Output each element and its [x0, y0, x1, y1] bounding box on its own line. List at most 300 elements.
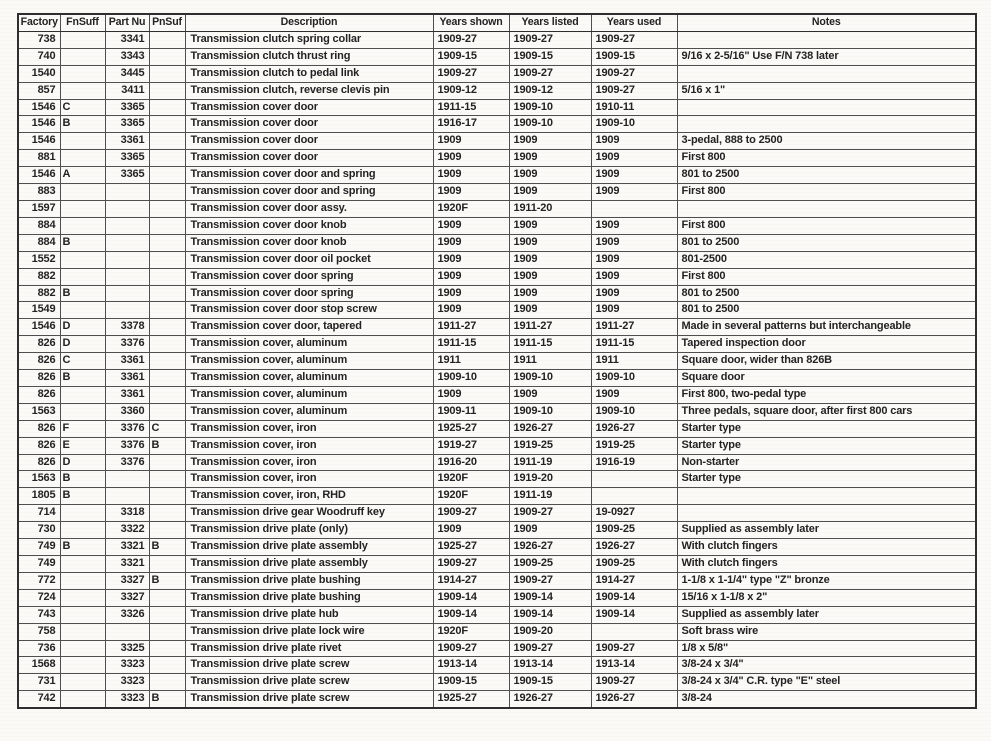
cell-notes: Three pedals, square door, after first 800 cars: [677, 403, 976, 420]
cell-years_shown: 1920F: [433, 200, 509, 217]
cell-factory: 826: [18, 437, 60, 454]
cell-fnsuff: [60, 82, 105, 99]
cell-years_used: 1909: [591, 251, 677, 268]
cell-pnsuf: [149, 505, 185, 522]
cell-pnsuf: B: [149, 437, 185, 454]
cell-notes: [677, 505, 976, 522]
cell-part_nu: 3361: [105, 386, 149, 403]
cell-years_listed: 1909-10: [509, 403, 591, 420]
cell-part_nu: 3365: [105, 167, 149, 184]
col-header-description: Description: [185, 14, 433, 31]
cell-years_shown: 1911-15: [433, 336, 509, 353]
cell-years_shown: 1909-27: [433, 65, 509, 82]
cell-years_listed: 1911-15: [509, 336, 591, 353]
cell-pnsuf: [149, 82, 185, 99]
cell-years_used: 1909-27: [591, 674, 677, 691]
transmission-parts-table: [17, 13, 977, 709]
cell-fnsuff: [60, 386, 105, 403]
cell-description: Transmission cover door oil pocket: [185, 251, 433, 268]
cell-pnsuf: [149, 234, 185, 251]
cell-fnsuff: [60, 200, 105, 217]
col-header-notes: Notes: [677, 14, 976, 31]
cell-description: Transmission drive plate screw: [185, 691, 433, 708]
cell-notes: [677, 65, 976, 82]
cell-part_nu: [105, 488, 149, 505]
cell-factory: 1540: [18, 65, 60, 82]
cell-years_shown: 1913-14: [433, 657, 509, 674]
table-row: [18, 217, 976, 234]
cell-years_shown: 1911: [433, 353, 509, 370]
cell-pnsuf: [149, 488, 185, 505]
table-row: [18, 133, 976, 150]
cell-factory: 749: [18, 539, 60, 556]
cell-years_used: [591, 488, 677, 505]
cell-factory: 826: [18, 420, 60, 437]
cell-years_used: 1909-15: [591, 48, 677, 65]
cell-years_used: 1909-10: [591, 403, 677, 420]
cell-years_shown: 1909-14: [433, 606, 509, 623]
cell-years_used: 1909-27: [591, 31, 677, 48]
cell-description: Transmission drive plate rivet: [185, 640, 433, 657]
cell-years_used: 1909-25: [591, 556, 677, 573]
cell-fnsuff: [60, 150, 105, 167]
cell-pnsuf: B: [149, 539, 185, 556]
cell-description: Transmission cover door and spring: [185, 184, 433, 201]
cell-part_nu: 3376: [105, 454, 149, 471]
cell-pnsuf: [149, 454, 185, 471]
cell-years_listed: 1909: [509, 302, 591, 319]
cell-part_nu: [105, 200, 149, 217]
cell-years_used: 1909-27: [591, 65, 677, 82]
cell-years_listed: 1911: [509, 353, 591, 370]
cell-notes: 801 to 2500: [677, 302, 976, 319]
cell-fnsuff: [60, 31, 105, 48]
table-row: [18, 522, 976, 539]
cell-description: Transmission cover door assy.: [185, 200, 433, 217]
cell-years_shown: 1909: [433, 184, 509, 201]
cell-pnsuf: [149, 65, 185, 82]
cell-years_used: 1909: [591, 184, 677, 201]
cell-years_listed: 1909-27: [509, 572, 591, 589]
cell-notes: 801 to 2500: [677, 167, 976, 184]
cell-years_listed: 1909: [509, 386, 591, 403]
cell-notes: Tapered inspection door: [677, 336, 976, 353]
cell-part_nu: [105, 217, 149, 234]
cell-notes: [677, 99, 976, 116]
cell-part_nu: 3365: [105, 116, 149, 133]
cell-part_nu: 3323: [105, 674, 149, 691]
cell-years_shown: 1909: [433, 150, 509, 167]
cell-fnsuff: B: [60, 116, 105, 133]
table-row: [18, 454, 976, 471]
cell-years_used: 19-0927: [591, 505, 677, 522]
cell-factory: 724: [18, 589, 60, 606]
cell-notes: With clutch fingers: [677, 556, 976, 573]
table-row: [18, 150, 976, 167]
cell-pnsuf: [149, 471, 185, 488]
cell-years_shown: 1920F: [433, 471, 509, 488]
cell-description: Transmission cover door knob: [185, 234, 433, 251]
cell-fnsuff: B: [60, 370, 105, 387]
cell-factory: 730: [18, 522, 60, 539]
cell-description: Transmission drive plate (only): [185, 522, 433, 539]
cell-years_listed: 1909-25: [509, 556, 591, 573]
cell-notes: Square door, wider than 826B: [677, 353, 976, 370]
cell-years_shown: 1909: [433, 386, 509, 403]
cell-fnsuff: B: [60, 539, 105, 556]
cell-fnsuff: C: [60, 353, 105, 370]
cell-years_shown: 1920F: [433, 488, 509, 505]
cell-notes: Starter type: [677, 471, 976, 488]
cell-years_used: 1909: [591, 302, 677, 319]
cell-years_shown: 1925-27: [433, 691, 509, 708]
cell-description: Transmission cover door: [185, 150, 433, 167]
table-row: [18, 200, 976, 217]
cell-part_nu: 3361: [105, 370, 149, 387]
cell-years_shown: 1909: [433, 251, 509, 268]
cell-years_shown: 1909: [433, 133, 509, 150]
cell-part_nu: 3365: [105, 99, 149, 116]
cell-fnsuff: [60, 403, 105, 420]
cell-pnsuf: B: [149, 572, 185, 589]
header-row: [18, 14, 976, 31]
table-row: [18, 674, 976, 691]
table-row: [18, 285, 976, 302]
cell-fnsuff: C: [60, 99, 105, 116]
cell-part_nu: 3322: [105, 522, 149, 539]
cell-years_used: 1909: [591, 133, 677, 150]
cell-years_shown: 1916-20: [433, 454, 509, 471]
cell-years_listed: 1909-10: [509, 116, 591, 133]
cell-description: Transmission cover, iron, RHD: [185, 488, 433, 505]
cell-fnsuff: D: [60, 336, 105, 353]
cell-description: Transmission cover, iron: [185, 471, 433, 488]
col-header-fnsuff: FnSuff: [60, 14, 105, 31]
cell-factory: 884: [18, 217, 60, 234]
cell-years_shown: 1909-11: [433, 403, 509, 420]
cell-years_used: 1909-14: [591, 606, 677, 623]
cell-part_nu: 3321: [105, 539, 149, 556]
cell-factory: 1546: [18, 319, 60, 336]
cell-fnsuff: E: [60, 437, 105, 454]
cell-factory: 1546: [18, 116, 60, 133]
cell-part_nu: 3445: [105, 65, 149, 82]
table-row: [18, 471, 976, 488]
cell-factory: 772: [18, 572, 60, 589]
cell-notes: 3/8-24: [677, 691, 976, 708]
cell-notes: Non-starter: [677, 454, 976, 471]
cell-years_shown: 1925-27: [433, 539, 509, 556]
cell-factory: 743: [18, 606, 60, 623]
cell-years_used: 1916-19: [591, 454, 677, 471]
cell-description: Transmission drive plate screw: [185, 674, 433, 691]
cell-notes: 3/8-24 x 3/4": [677, 657, 976, 674]
table-row: [18, 505, 976, 522]
cell-description: Transmission cover door: [185, 116, 433, 133]
cell-years_used: 1911: [591, 353, 677, 370]
cell-description: Transmission drive plate assembly: [185, 556, 433, 573]
cell-years_shown: 1920F: [433, 623, 509, 640]
cell-pnsuf: [149, 370, 185, 387]
cell-pnsuf: [149, 606, 185, 623]
cell-fnsuff: [60, 657, 105, 674]
cell-years_listed: 1911-19: [509, 488, 591, 505]
cell-notes: [677, 488, 976, 505]
cell-fnsuff: A: [60, 167, 105, 184]
cell-years_used: 1909: [591, 386, 677, 403]
col-header-part-nu: Part Nu: [105, 14, 149, 31]
cell-years_listed: 1926-27: [509, 420, 591, 437]
cell-notes: 9/16 x 2-5/16" Use F/N 738 later: [677, 48, 976, 65]
table-row: [18, 420, 976, 437]
cell-factory: 882: [18, 268, 60, 285]
cell-notes: First 800: [677, 268, 976, 285]
cell-years_listed: 1909-27: [509, 640, 591, 657]
cell-factory: 1549: [18, 302, 60, 319]
cell-years_listed: 1909-14: [509, 589, 591, 606]
table-row: [18, 353, 976, 370]
table-row: [18, 184, 976, 201]
cell-years_listed: 1909: [509, 285, 591, 302]
cell-fnsuff: [60, 133, 105, 150]
cell-fnsuff: [60, 589, 105, 606]
cell-notes: 801 to 2500: [677, 234, 976, 251]
cell-description: Transmission drive plate lock wire: [185, 623, 433, 640]
cell-pnsuf: [149, 48, 185, 65]
cell-years_listed: 1909: [509, 167, 591, 184]
cell-years_used: 1910-11: [591, 99, 677, 116]
cell-years_shown: 1914-27: [433, 572, 509, 589]
cell-description: Transmission drive plate bushing: [185, 589, 433, 606]
cell-factory: 1546: [18, 133, 60, 150]
cell-notes: First 800: [677, 184, 976, 201]
cell-description: Transmission clutch thrust ring: [185, 48, 433, 65]
cell-part_nu: [105, 234, 149, 251]
cell-years_shown: 1919-27: [433, 437, 509, 454]
cell-pnsuf: [149, 319, 185, 336]
table-row: [18, 437, 976, 454]
cell-years_listed: 1909: [509, 217, 591, 234]
cell-years_shown: 1909: [433, 522, 509, 539]
cell-pnsuf: [149, 674, 185, 691]
table-row: [18, 539, 976, 556]
cell-notes: [677, 31, 976, 48]
cell-notes: First 800, two-pedal type: [677, 386, 976, 403]
cell-years_used: 1909: [591, 217, 677, 234]
cell-part_nu: [105, 184, 149, 201]
cell-description: Transmission cover door knob: [185, 217, 433, 234]
cell-years_used: 1909: [591, 234, 677, 251]
table-row: [18, 589, 976, 606]
table-row: [18, 657, 976, 674]
cell-factory: 857: [18, 82, 60, 99]
cell-years_listed: 1911-19: [509, 454, 591, 471]
cell-pnsuf: B: [149, 691, 185, 708]
cell-years_used: 1909-27: [591, 640, 677, 657]
cell-pnsuf: [149, 403, 185, 420]
cell-years_used: 1909-10: [591, 370, 677, 387]
cell-years_listed: 1926-27: [509, 691, 591, 708]
cell-fnsuff: [60, 184, 105, 201]
cell-years_listed: 1909-20: [509, 623, 591, 640]
cell-factory: 826: [18, 353, 60, 370]
cell-years_shown: 1909-10: [433, 370, 509, 387]
cell-years_used: 1909-27: [591, 82, 677, 99]
cell-part_nu: 3361: [105, 353, 149, 370]
cell-notes: 3-pedal, 888 to 2500: [677, 133, 976, 150]
cell-notes: 801 to 2500: [677, 285, 976, 302]
cell-description: Transmission cover, iron: [185, 420, 433, 437]
cell-description: Transmission cover, aluminum: [185, 386, 433, 403]
cell-part_nu: [105, 302, 149, 319]
cell-description: Transmission cover door: [185, 99, 433, 116]
cell-years_shown: 1909-27: [433, 640, 509, 657]
cell-notes: Starter type: [677, 420, 976, 437]
cell-years_used: 1911-15: [591, 336, 677, 353]
cell-years_used: 1926-27: [591, 539, 677, 556]
cell-notes: Square door: [677, 370, 976, 387]
cell-notes: 1-1/8 x 1-1/4" type "Z" bronze: [677, 572, 976, 589]
cell-years_shown: 1909-27: [433, 556, 509, 573]
cell-years_shown: 1909: [433, 167, 509, 184]
cell-factory: 1568: [18, 657, 60, 674]
cell-pnsuf: [149, 336, 185, 353]
cell-factory: 1552: [18, 251, 60, 268]
cell-fnsuff: [60, 48, 105, 65]
cell-part_nu: 3376: [105, 336, 149, 353]
table-row: [18, 167, 976, 184]
cell-fnsuff: [60, 505, 105, 522]
cell-pnsuf: [149, 386, 185, 403]
cell-notes: Supplied as assembly later: [677, 606, 976, 623]
cell-description: Transmission clutch spring collar: [185, 31, 433, 48]
cell-fnsuff: B: [60, 234, 105, 251]
cell-pnsuf: [149, 167, 185, 184]
cell-factory: 826: [18, 386, 60, 403]
cell-pnsuf: [149, 150, 185, 167]
cell-fnsuff: B: [60, 471, 105, 488]
cell-description: Transmission drive plate screw: [185, 657, 433, 674]
cell-years_listed: 1909: [509, 522, 591, 539]
cell-part_nu: 3325: [105, 640, 149, 657]
cell-fnsuff: [60, 65, 105, 82]
cell-pnsuf: [149, 217, 185, 234]
col-header-factory: Factory: [18, 14, 60, 31]
cell-years_listed: 1919-20: [509, 471, 591, 488]
cell-part_nu: 3343: [105, 48, 149, 65]
cell-years_listed: 1909-12: [509, 82, 591, 99]
cell-pnsuf: [149, 31, 185, 48]
table-row: [18, 488, 976, 505]
cell-years_shown: 1909-15: [433, 48, 509, 65]
table-row: [18, 572, 976, 589]
cell-years_used: [591, 200, 677, 217]
cell-years_listed: 1909: [509, 184, 591, 201]
cell-fnsuff: [60, 217, 105, 234]
cell-description: Transmission cover door and spring: [185, 167, 433, 184]
cell-factory: 736: [18, 640, 60, 657]
cell-fnsuff: [60, 268, 105, 285]
cell-factory: 1597: [18, 200, 60, 217]
cell-notes: 1/8 x 5/8": [677, 640, 976, 657]
cell-pnsuf: [149, 251, 185, 268]
cell-factory: 884: [18, 234, 60, 251]
cell-description: Transmission cover door spring: [185, 268, 433, 285]
cell-years_used: 1926-27: [591, 420, 677, 437]
cell-pnsuf: [149, 285, 185, 302]
cell-part_nu: 3341: [105, 31, 149, 48]
cell-part_nu: 3360: [105, 403, 149, 420]
cell-description: Transmission drive gear Woodruff key: [185, 505, 433, 522]
cell-notes: 15/16 x 1-1/8 x 2": [677, 589, 976, 606]
cell-fnsuff: D: [60, 454, 105, 471]
cell-factory: 1805: [18, 488, 60, 505]
cell-part_nu: 3361: [105, 133, 149, 150]
cell-years_used: 1914-27: [591, 572, 677, 589]
cell-pnsuf: [149, 302, 185, 319]
table-row: [18, 319, 976, 336]
cell-notes: Made in several patterns but interchangeable: [677, 319, 976, 336]
cell-part_nu: [105, 268, 149, 285]
cell-factory: 758: [18, 623, 60, 640]
cell-pnsuf: [149, 353, 185, 370]
cell-pnsuf: [149, 200, 185, 217]
cell-factory: 826: [18, 370, 60, 387]
cell-part_nu: 3321: [105, 556, 149, 573]
cell-pnsuf: [149, 184, 185, 201]
cell-factory: 1546: [18, 99, 60, 116]
cell-factory: 742: [18, 691, 60, 708]
cell-fnsuff: B: [60, 285, 105, 302]
cell-years_listed: 1909: [509, 150, 591, 167]
cell-years_used: 1909: [591, 268, 677, 285]
cell-factory: 1563: [18, 471, 60, 488]
cell-years_used: [591, 623, 677, 640]
cell-years_shown: 1916-17: [433, 116, 509, 133]
cell-years_shown: 1925-27: [433, 420, 509, 437]
cell-factory: 881: [18, 150, 60, 167]
cell-years_listed: 1909-10: [509, 370, 591, 387]
cell-description: Transmission cover, aluminum: [185, 353, 433, 370]
cell-description: Transmission clutch, reverse clevis pin: [185, 82, 433, 99]
cell-fnsuff: B: [60, 488, 105, 505]
cell-description: Transmission cover, aluminum: [185, 370, 433, 387]
cell-description: Transmission cover door stop screw: [185, 302, 433, 319]
table-body: [18, 31, 976, 708]
cell-years_listed: 1911-20: [509, 200, 591, 217]
cell-notes: [677, 200, 976, 217]
cell-fnsuff: [60, 640, 105, 657]
cell-notes: Soft brass wire: [677, 623, 976, 640]
cell-years_listed: 1909-15: [509, 674, 591, 691]
cell-notes: First 800: [677, 150, 976, 167]
table-row: [18, 268, 976, 285]
table-row: [18, 302, 976, 319]
cell-factory: 826: [18, 454, 60, 471]
col-header-years-used: Years used: [591, 14, 677, 31]
cell-part_nu: 3365: [105, 150, 149, 167]
cell-part_nu: 3411: [105, 82, 149, 99]
cell-fnsuff: [60, 572, 105, 589]
cell-description: Transmission cover door: [185, 133, 433, 150]
cell-description: Transmission drive plate assembly: [185, 539, 433, 556]
cell-years_listed: 1909-27: [509, 31, 591, 48]
cell-part_nu: 3326: [105, 606, 149, 623]
cell-notes: With clutch fingers: [677, 539, 976, 556]
cell-notes: 3/8-24 x 3/4" C.R. type "E" steel: [677, 674, 976, 691]
cell-fnsuff: [60, 606, 105, 623]
cell-years_shown: 1909-12: [433, 82, 509, 99]
